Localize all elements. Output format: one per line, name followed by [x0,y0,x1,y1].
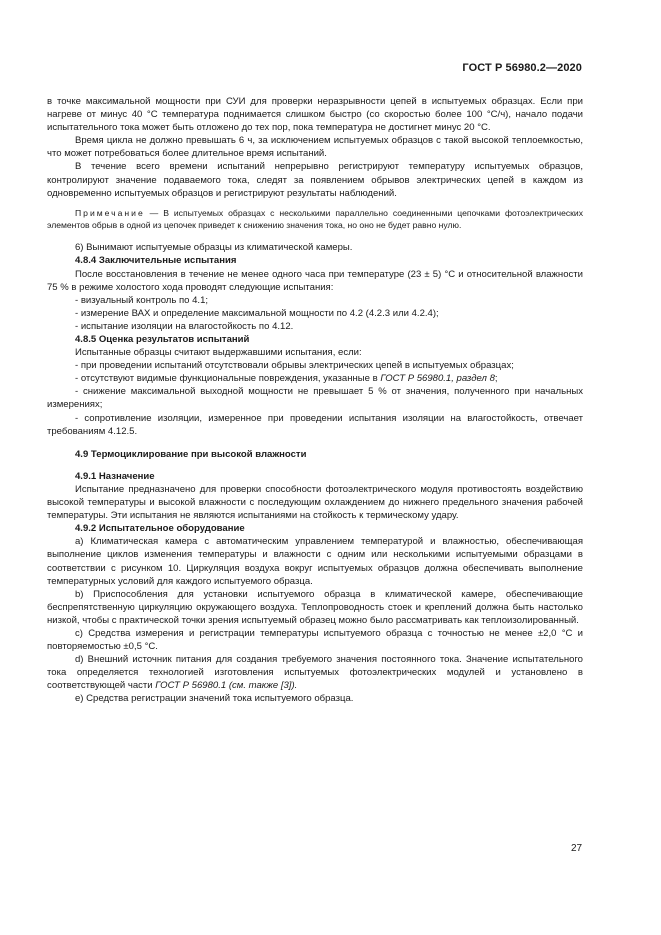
note-label: Примечание [75,207,145,218]
section-heading: 4.9 Термоциклирование при высокой влажности [75,448,307,460]
list-item-text: ; [494,373,498,385]
standard-reference: ГОСТ Р 56980.1 (см. также [3]). [155,680,298,692]
paragraph-text: d) Внешний источник питания для создания требуемого значения постоянного тока. Значение испытательного тока определяется технологией изготовления испытуемых фотоэлектрических модулей и установлено в соответствующей части [47,654,583,692]
note-text: — В испытуемых образцах с несколькими параллельно соединенными цепочками фотоэлектрических элементов обрыв в одной из цепочек приведет к снижению значения тока, но оно не будет равно нулю. [47,207,583,230]
paragraph: в точке максимальной мощности при СУИ для проверки неразрывности цепей в испытуемых образцах. Если при нагреве от минус 40 °С температура поднимается слишком быстро (со скоростью более 100 °С/ч), начало подачи испытательного тока может быть отложено до тех пор, пока температура не достигнет минус 20 °С. [47,96,583,134]
paragraph: Испытание предназначено для проверки способности фотоэлектрического модуля противостоять воздействию высокой температуры и высокой влажности с последующим охлаждением до нижнего предельного значения рабочей температуры. Эти испытания не являются испытаниями на стойкость к термическому удару. [47,483,583,522]
section-heading: 4.8.5 Оценка результатов испытаний [75,334,250,345]
paragraph: После восстановления в течение не менее одного часа при температуре (23 ± 5) °С и относительной влажности 75 % в режиме холостого хода проводят следующие испытания: [47,268,583,293]
paragraph: c) Средства измерения и регистрации температуры испытуемого образца с точностью не менее ±2,0 °С и повторяемостью ±0,5 °С. [47,627,583,653]
paragraph [47,653,583,692]
paragraph: Время цикла не должно превышать 6 ч, за исключением испытуемых образцов с такой высокой теплоемкостью, что может потребоваться более длительное время испытаний. [47,135,583,160]
section-heading: 4.8.4 Заключительные испытания [75,255,237,267]
list-item: - снижение максимальной выходной мощности не превышает 5 % от значения, полученного при начальных измерениях; [47,386,583,411]
document-header: ГОСТ Р 56980.2—2020 [462,62,582,74]
standard-reference: ГОСТ Р 56980.1, раздел 8 [380,373,495,385]
list-item-text: - отсутствуют видимые функциональные повреждения, указанные в [75,373,381,385]
list-item [47,372,583,385]
paragraph: а) Климатическая камера с автоматическим управлением температурой и влажностью, обеспечивающая выполнение циклов изменения температуры и влажности с одним или несколькими испытуемыми образцами в соответствии с рисунком 10. Циркуляция воздуха вокруг испытуемых образцов должна обеспечивать выполнение температурных условий для каждого испытуемого образца. [47,536,583,587]
list-item: - визуальный контроль по 4.1; [75,294,209,306]
list-item: - при проведении испытаний отсутствовали обрывы электрических цепей в испытуемых образцах; [75,360,514,372]
section-heading: 4.9.2 Испытательное оборудование [75,523,245,535]
note [47,208,583,232]
section-heading: 4.9.1 Назначение [75,470,155,482]
page-body [47,95,583,706]
page-number: 27 [571,843,583,854]
list-item: - испытание изоляции на влагостойкость по 4.12. [75,320,294,332]
paragraph: 6) Вынимают испытуемые образцы из климатической камеры. [75,242,353,254]
paragraph: b) Приспособления для установки испытуемого образца в климатической камере, обеспечивающие беспрепятственную циркуляцию окружающего воздуха. Теплопроводность стоек и креплений должна быть настолько низкой, чтобы с практической точки зрения испытуемый образец можно было рассматривать как теплоизолированный. [47,588,583,626]
paragraph: В течение всего времени испытаний непрерывно регистрируют температуру испытуемых образцов, контролируют значение подаваемого тока, следят за появлением обрывов электрических цепей в каждом из одновременно испытуемых образцов и регистрируют результаты наблюдений. [47,161,583,199]
list-item: - измерение ВАХ и определение максимальной мощности по 4.2 (4.2.3 или 4.2.4); [75,307,439,319]
list-item: - сопротивление изоляции, измеренное при проведении испытания изоляции на влагостойкость, отвечает требованиям 4.12.5. [47,412,583,437]
paragraph: Испытанные образцы считают выдержавшими испытания, если: [75,347,362,359]
paragraph: е) Средства регистрации значений тока испытуемого образца. [75,693,354,705]
